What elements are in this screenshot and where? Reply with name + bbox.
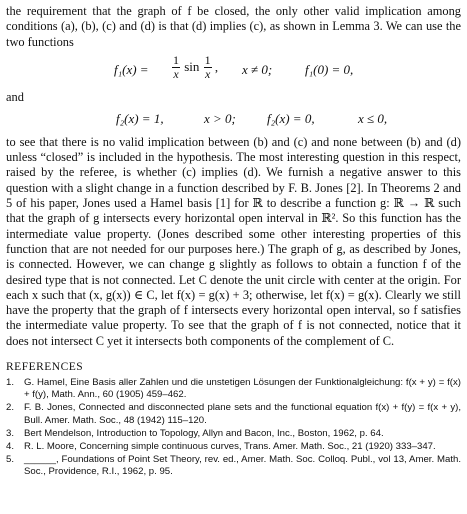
equation-f2-cond1: x > 0; (204, 110, 236, 126)
reference-text: Bert Mendelson, Introduction to Topology, Allyn and Bacon, Inc., Boston, 1962, p. 64. (24, 427, 384, 439)
reference-text: G. Hamel, Eine Basis aller Zahlen und die unstetigen Lösungen der Funktionalgleichung: f(x + y) = f(x) + f(y), Math. Ann., 60 (1905) 459–462. (24, 377, 461, 401)
fraction-1-over-x-second (204, 54, 212, 81)
reference-text: ______, Foundations of Point Set Theory, rev. ed., Amer. Math. Soc. Colloq. Publ., vol 13, Amer. Math. Soc., Providence, R.I., 1962, p. 95. (24, 454, 461, 478)
references-list (6, 377, 461, 479)
reference-number: 3. (6, 427, 15, 439)
equation-f1 (6, 50, 461, 90)
reference-number: 4. (6, 441, 15, 453)
equation-f1-lhs: f₁(x) = (114, 61, 149, 77)
equation-f2-part2: f₂(x) = 0, (267, 110, 315, 126)
reference-number: 5. (6, 454, 15, 466)
fraction-numerator: 1 (204, 52, 211, 67)
equation-f2 (6, 105, 461, 135)
reference-text: F. B. Jones, Connected and disconnected plane sets and the functional equation f(x) + f(y) = f(x + y), Bull. Amer. Math. Soc., 48 (1942) 115–120. (24, 402, 461, 426)
reference-item (6, 428, 461, 440)
reference-number: 2. (6, 402, 15, 414)
equation-f2-part1: f₂(x) = 1, (116, 110, 164, 126)
reference-number: 1. (6, 377, 15, 389)
equation-f1-value-at-zero: f₁(0) = 0, (305, 61, 354, 77)
fraction-numerator: 1 (173, 52, 179, 67)
fraction-denominator: x (205, 66, 211, 81)
references-heading: REFERENCES (6, 361, 84, 374)
paragraph-intro: the requirement that the graph of f be closed, the only other valid implication among conditions (a), (b), (c) and (d) is that (d) implies (c), as shown in Lemma 3. We can use the two functions (6, 4, 461, 49)
equation-f1-rhs: $\frac{1}{x}$ sin $\frac{1}{x}$ , (173, 52, 219, 81)
equation-f1-condition: x ≠ 0; (242, 61, 273, 77)
fraction-1-over-x (172, 54, 180, 81)
sin-function: sin (184, 59, 200, 75)
reference-text: R. L. Moore, Concerning simple continuous curves, Trans. Amer. Math. Soc., 21 (1920) 333–347. (24, 441, 436, 453)
reference-item (6, 377, 461, 401)
paragraph-main: to see that there is no valid implication between (b) and (c) and none between (b) and (d) unless “closed” is included in the hypothesis. The most interesting question in this respect, raised by the referee, is whether (c) implies (d). We furnish a negative answer to this question with a slight change in a function described by F. B. Jones [2]. In Theorems 2 and 5 of his paper, Jones used a Hamel basis [1] for ℝ to describe a function g: ℝ → ℝ such that the graph of g intersects every horizontal open interval in ℝ². So this function has the intermediate value property. (Jones described some other interesting properties of this function that are not needed for our purposes here.) The graph of g, as described by Jones, is connected. However, we can change g slightly as follows to obtain a function f of the desired type that is not connected. Let C denote the unit circle with center at the origin. For each x such that (x, g(x)) ∈ C, let f(x) = g(x) + 3; otherwise, let f(x) = g(x). Clearly we still have the property that the graph of f intersects every horizontal open interval, so f satisfies the intermediate value property. To see that the graph of f is not connected, notice that it does not intersect C yet it intersects both components of the complement of C. (6, 134, 461, 348)
reference-item (6, 441, 461, 453)
fraction-denominator: x (173, 66, 179, 81)
reference-item (6, 454, 461, 478)
reference-item (6, 402, 461, 426)
equation-f2-cond2: x ≤ 0, (358, 110, 388, 126)
conjunction-and: and (6, 89, 24, 104)
